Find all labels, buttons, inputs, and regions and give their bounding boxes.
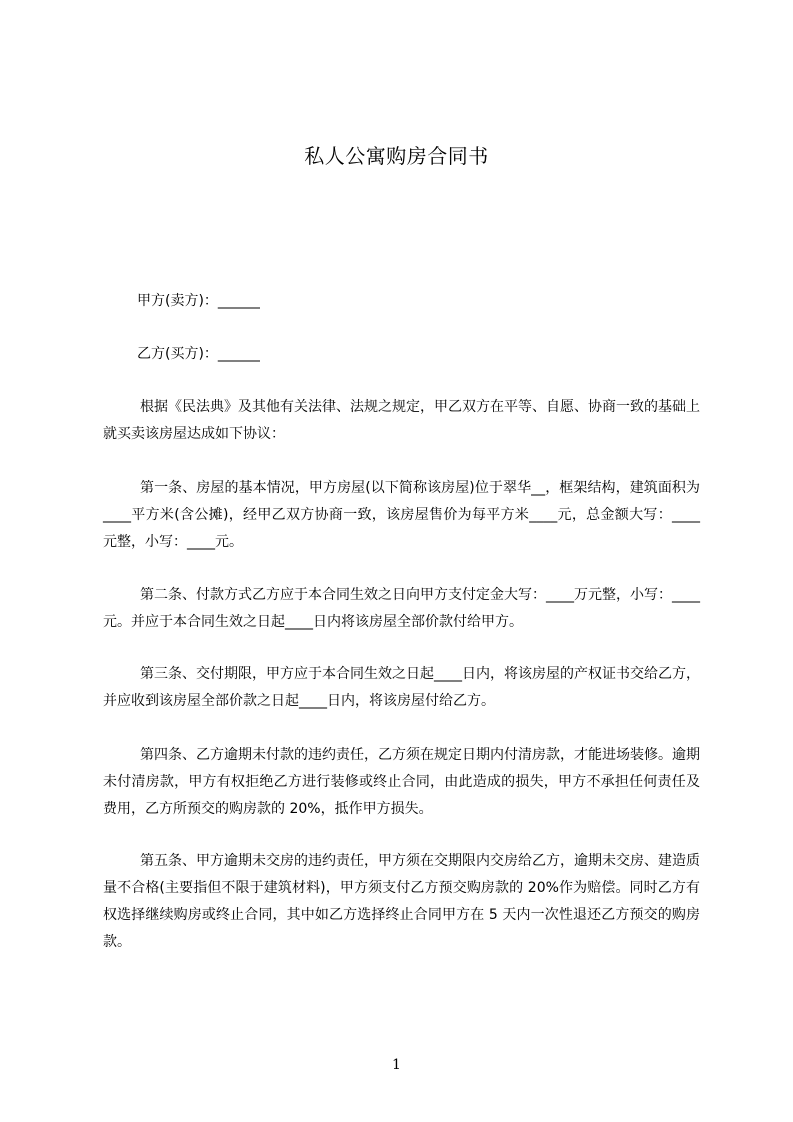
paragraph-article-5: 第五条、甲方逾期未交房的违约责任，甲方须在交期限内交房给乙方，逾期未交房、建造质量不合格(主要指但不限于建筑材料)，甲方须支付乙方预交购房款的 20%作为赔偿。同时乙方有权选择继续购房或终止合同，其中如乙方选择终止合同甲方在 5 天内一次性退还乙方预交的购房款。 xyxy=(103,853,700,950)
page-number: 1 xyxy=(392,1057,401,1073)
paragraph-article-1: 第一条、房屋的基本情况，甲方房屋(以下简称该房屋)位于翠华__，框架结构，建筑面积为____平方米(含公摊)，经甲乙双方协商一致，该房屋售价为每平方米____元，总金额大写：____元整，小写：____元。 xyxy=(103,480,700,550)
party-seller: 甲方(卖方)：______ xyxy=(137,293,260,309)
paragraph-article-3: 第三条、交付期限，甲方应于本合同生效之日起____日内，将该房屋的产权证书交给乙方，并应收到该房屋全部价款之日起____日内，将该房屋付给乙方。 xyxy=(103,666,700,709)
paragraph-article-4: 第四条、乙方逾期未付款的违约责任，乙方须在规定日期内付清房款，才能进场装修。逾期未付清房款，甲方有权拒绝乙方进行装修或终止合同，由此造成的损失，甲方不承担任何责任及费用，乙方所预交的购房款的 20%，抵作甲方损失。 xyxy=(103,747,700,817)
party-buyer: 乙方(买方)：______ xyxy=(137,346,260,362)
document-title: 私人公寓购房合同书 xyxy=(304,144,489,168)
paragraph-intro: 根据《民法典》及其他有关法律、法规之规定，甲乙双方在平等、自愿、协商一致的基础上就买卖该房屋达成如下协议： xyxy=(103,399,700,442)
paragraph-article-2: 第二条、付款方式乙方应于本合同生效之日向甲方支付定金大写：____万元整，小写：____元。并应于本合同生效之日起____日内将该房屋全部价款付给甲方。 xyxy=(103,587,700,630)
